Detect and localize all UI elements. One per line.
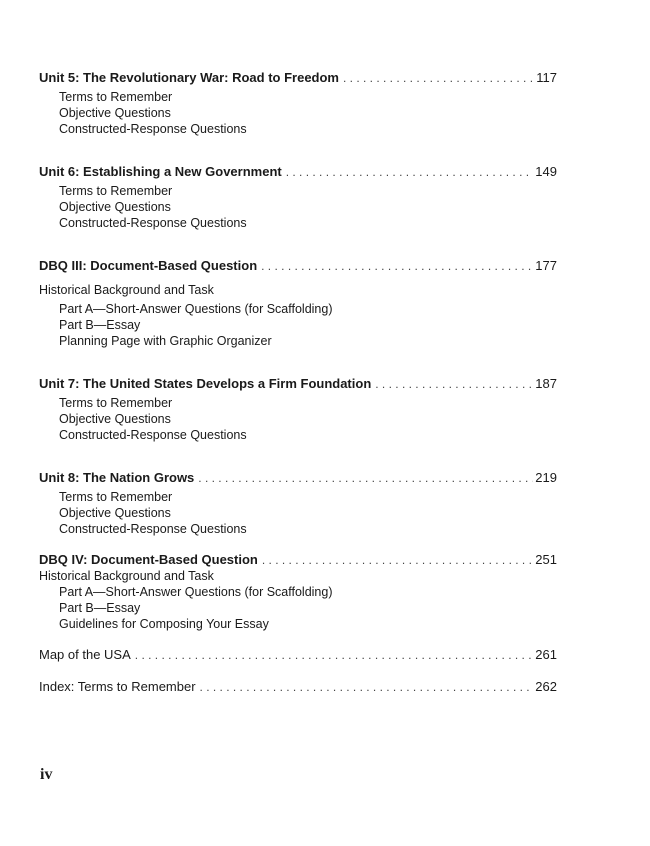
toc-entry-unit-8: [39, 470, 557, 486]
toc-entry-unit-7: [39, 376, 557, 392]
toc-subheading: Historical Background and Task: [39, 283, 214, 297]
toc-subitem: Guidelines for Composing Your Essay: [59, 617, 269, 631]
dot-leader: [286, 164, 534, 180]
toc-entry-dbq-3: [39, 258, 557, 274]
dot-leader: [135, 647, 534, 663]
toc-entry-page: 117: [536, 70, 557, 85]
toc-entry-unit-5: [39, 70, 557, 86]
toc-subitem: Objective Questions: [59, 412, 171, 426]
dot-leader: [343, 70, 534, 86]
toc-entry-page: 262: [535, 679, 557, 694]
toc-entry-title: DBQ IV: Document-Based Question: [39, 552, 258, 567]
toc-subitem: Constructed-Response Questions: [59, 522, 247, 536]
toc-entry-title: Unit 6: Establishing a New Government: [39, 164, 282, 179]
toc-entry-unit-6: [39, 164, 557, 180]
toc-subitem: Constructed-Response Questions: [59, 122, 247, 136]
dot-leader: [375, 376, 533, 392]
page-folio: iv: [40, 766, 53, 783]
toc-entry-title: Unit 5: The Revolutionary War: Road to Freedom: [39, 70, 339, 85]
toc-subitem: Terms to Remember: [59, 396, 173, 410]
dot-leader: [198, 470, 533, 486]
toc-subitem: Terms to Remember: [59, 184, 173, 198]
toc-subitem: Objective Questions: [59, 506, 171, 520]
toc-subitem: Objective Questions: [59, 106, 171, 120]
toc-subitem: Terms to Remember: [59, 90, 173, 104]
toc-subitem: Constructed-Response Questions: [59, 428, 247, 442]
dot-leader: [200, 679, 534, 695]
toc-subitem: Constructed-Response Questions: [59, 216, 247, 230]
toc-subitem: Terms to Remember: [59, 490, 173, 504]
toc-entry-page: 261: [535, 647, 557, 662]
toc-entry-title: Unit 7: The United States Develops a Firm Foundation: [39, 376, 372, 391]
toc-entry-page: 251: [535, 552, 557, 567]
toc-subitem: Part B—Essay: [59, 601, 141, 615]
dot-leader: [261, 258, 533, 274]
toc-subitem: Part A—Short-Answer Questions (for Scaffolding): [59, 585, 333, 599]
toc-entry-title: Unit 8: The Nation Grows: [39, 470, 195, 485]
toc-entry-index: [39, 679, 557, 695]
toc-entry-title: Map of the USA: [39, 647, 131, 662]
toc-subitem: Objective Questions: [59, 200, 171, 214]
toc-subitem: Planning Page with Graphic Organizer: [59, 334, 272, 348]
toc-entry-title: Index: Terms to Remember: [39, 679, 196, 694]
toc-entry-page: 177: [535, 258, 557, 273]
dot-leader: [262, 552, 533, 568]
toc-subheading: Historical Background and Task: [39, 569, 214, 583]
toc-entry-map: [39, 647, 557, 663]
toc-subitem: Part A—Short-Answer Questions (for Scaffolding): [59, 302, 333, 316]
toc-entry-page: 187: [535, 376, 557, 391]
toc-entry-title: DBQ III: Document-Based Question: [39, 258, 258, 273]
toc-entry-dbq-4: [39, 552, 557, 568]
toc-subitem: Part B—Essay: [59, 318, 141, 332]
toc-entry-page: 149: [535, 164, 557, 179]
toc-entry-page: 219: [535, 470, 557, 485]
